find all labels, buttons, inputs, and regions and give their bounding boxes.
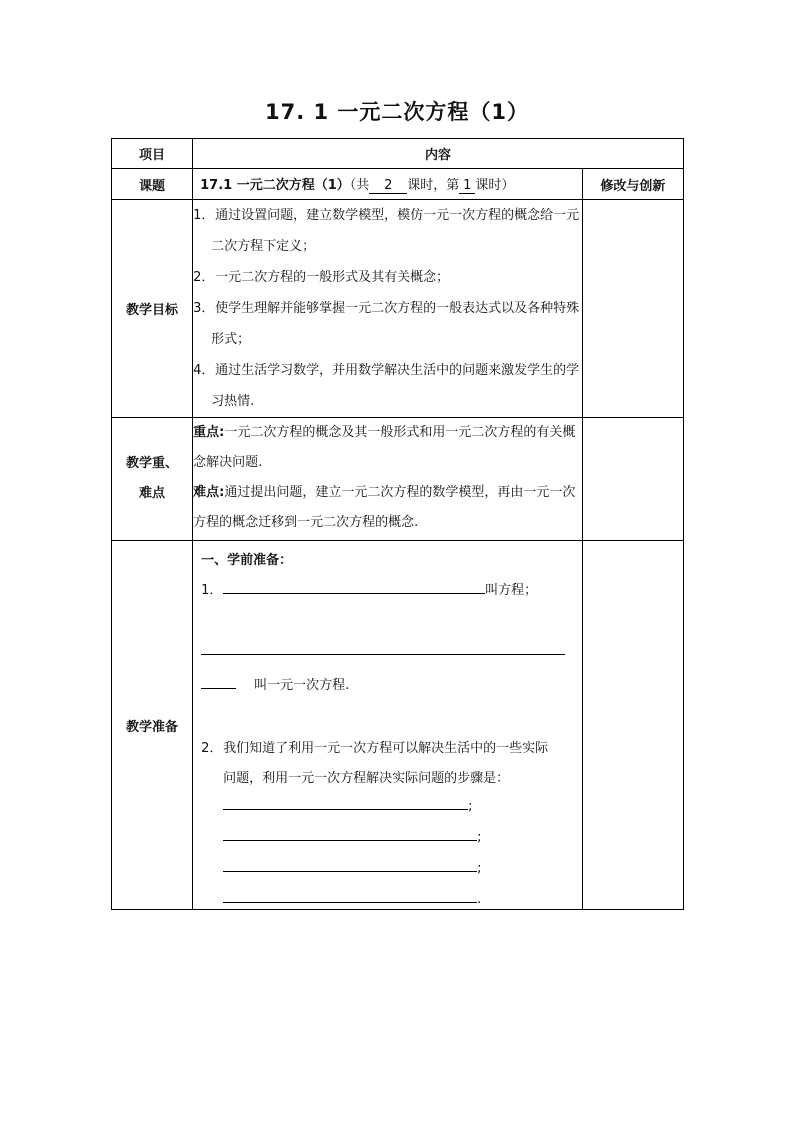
total-lessons: 2 — [369, 178, 407, 194]
difficulty-text: 难点:通过提出问题，建立一元二次方程的数学模型，再由一元一次方程的概念迁移到一元二次方程的概念. — [193, 485, 576, 530]
answer-blank — [223, 593, 485, 594]
goals-revise-cell — [582, 200, 683, 418]
goal-item: 3．使学生理解并能够掌握一元二次方程的一般表达式以及各种特殊形式； — [193, 301, 580, 347]
current-lesson: 1 — [459, 178, 475, 194]
step-3: ; — [223, 861, 481, 876]
keypoints-label: 教学重、 难点 — [112, 418, 193, 541]
revise-label: 修改与创新 — [582, 169, 683, 200]
question-1: 1． 叫方程； — [201, 583, 538, 598]
question-1b: 叫一元一次方程. — [201, 674, 349, 693]
lesson-count-mid: 课时，第 — [407, 178, 460, 193]
header-content: 内容 — [193, 139, 684, 169]
prep-content — [193, 541, 583, 910]
prep-section-title: 一、学前准备： — [201, 553, 293, 568]
goals-label: 教学目标 — [112, 200, 193, 418]
prep-label: 教学准备 — [112, 541, 193, 910]
topic-content — [193, 169, 583, 200]
topic-title: 17.1 一元二次方程（1） — [200, 178, 350, 193]
table-header-row — [112, 139, 684, 169]
page-title: 17. 1 一元二次方程（1） — [264, 100, 530, 124]
goal-item: 2．一元二次方程的一般形式及其有关概念； — [193, 270, 450, 285]
goals-content — [193, 200, 583, 418]
step-1: ; — [223, 799, 472, 814]
goal-item: 1．通过设置问题，建立数学模型，模仿一元一次方程的概念给一元二次方程下定义； — [193, 208, 580, 254]
header-item: 项目 — [112, 139, 193, 169]
goal-item: 4．通过生活学习数学，并用数学解决生活中的问题来激发学生的学习热情. — [193, 363, 580, 409]
keypoints-row — [112, 418, 684, 541]
keypoints-revise-cell — [582, 418, 683, 541]
topic-label: 课题 — [112, 169, 193, 200]
prep-row — [112, 541, 684, 910]
answer-blank — [201, 688, 236, 689]
goals-row — [112, 200, 684, 418]
prep-revise-cell — [582, 541, 683, 910]
answer-blank — [201, 654, 565, 655]
question-2: 2．我们知道了利用一元一次方程可以解决生活中的一些实际 问题，利用一元一次方程解决实际问题的步骤是： — [201, 741, 549, 786]
topic-row — [112, 169, 684, 200]
keypoints-content — [193, 418, 583, 541]
step-4: . — [223, 892, 481, 907]
lesson-plan-table — [111, 138, 684, 910]
focus-text: 重点:一元二次方程的概念及其一般形式和用一元二次方程的有关概念解决问题. — [193, 425, 576, 470]
lesson-count-close: 课时） — [475, 178, 515, 193]
step-2: ; — [223, 830, 481, 845]
lesson-count-open: （共 — [349, 178, 370, 193]
